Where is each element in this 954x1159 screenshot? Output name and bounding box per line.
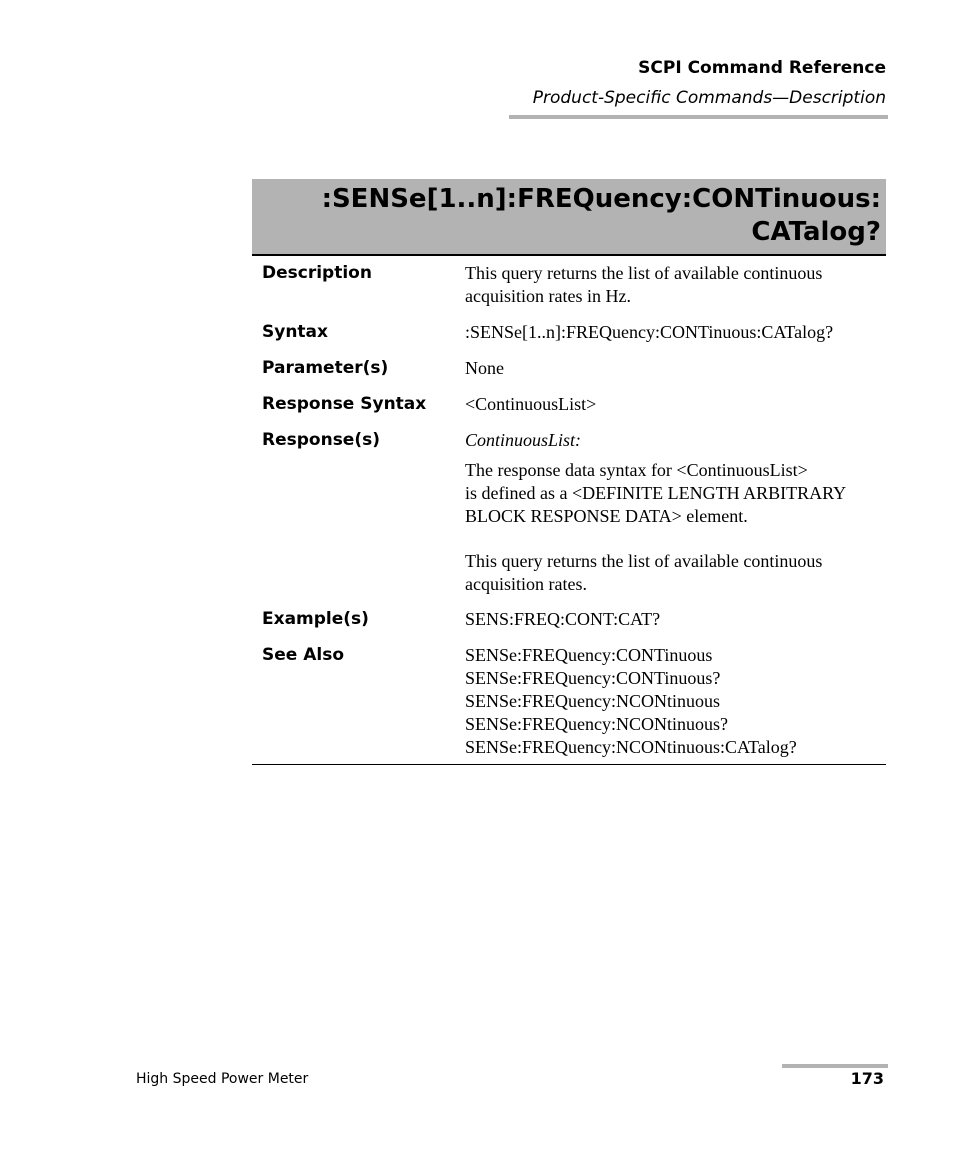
response-p2-line-2: acquisition rates. (465, 574, 587, 594)
running-header-subtitle: Product-Specific Commands—Description (532, 88, 886, 108)
see-also-item: SENSe:FREQuency:NCONtinuous:CATalog? (465, 737, 797, 757)
footer-product-name: High Speed Power Meter (136, 1071, 309, 1087)
footer-divider (782, 1064, 888, 1068)
command-title-line-1: :SENSe[1..n]:FREQuency:CONTinuous: (321, 184, 881, 214)
row-value-syntax: :SENSe[1..n]:FREQuency:CONTinuous:CATalog? (465, 322, 834, 342)
row-label-see-also: See Also (262, 645, 345, 665)
row-label-response-syntax: Response Syntax (262, 394, 427, 414)
command-title-box (252, 179, 886, 256)
see-also-item: SENSe:FREQuency:NCONtinuous? (465, 714, 728, 734)
table-bottom-rule (252, 764, 886, 765)
running-header-title: SCPI Command Reference (638, 58, 886, 78)
row-value-see-also (465, 644, 885, 759)
response-p1-line-2: is defined as a <DEFINITE LENGTH ARBITRARY (465, 483, 847, 503)
response-p1-line-3: BLOCK RESPONSE DATA> element. (465, 506, 748, 526)
description-line-2: acquisition rates in Hz. (465, 286, 631, 306)
row-value-description (465, 262, 885, 308)
row-value-parameters: None (465, 358, 504, 378)
row-label-description: Description (262, 263, 372, 283)
see-also-item: SENSe:FREQuency:CONTinuous? (465, 668, 721, 688)
description-line-1: This query returns the list of available continuous (465, 263, 823, 283)
page-number: 173 (850, 1069, 884, 1088)
command-title (301, 183, 881, 249)
see-also-item: SENSe:FREQuency:NCONtinuous (465, 691, 721, 711)
see-also-item: SENSe:FREQuency:CONTinuous (465, 645, 713, 665)
row-label-responses: Response(s) (262, 430, 380, 450)
row-value-response-syntax: <ContinuousList> (465, 394, 597, 414)
header-divider (509, 115, 888, 119)
row-label-examples: Example(s) (262, 609, 369, 629)
row-label-syntax: Syntax (262, 322, 328, 342)
command-title-line-2: CATalog? (751, 217, 881, 247)
row-value-examples: SENS:FREQ:CONT:CAT? (465, 609, 661, 629)
response-name: ContinuousList: (465, 430, 582, 450)
response-p2-line-1: This query returns the list of available continuous (465, 551, 823, 571)
row-value-responses (465, 429, 885, 596)
response-p1-line-1: The response data syntax for <ContinuousList> (465, 460, 808, 480)
row-label-parameters: Parameter(s) (262, 358, 389, 378)
